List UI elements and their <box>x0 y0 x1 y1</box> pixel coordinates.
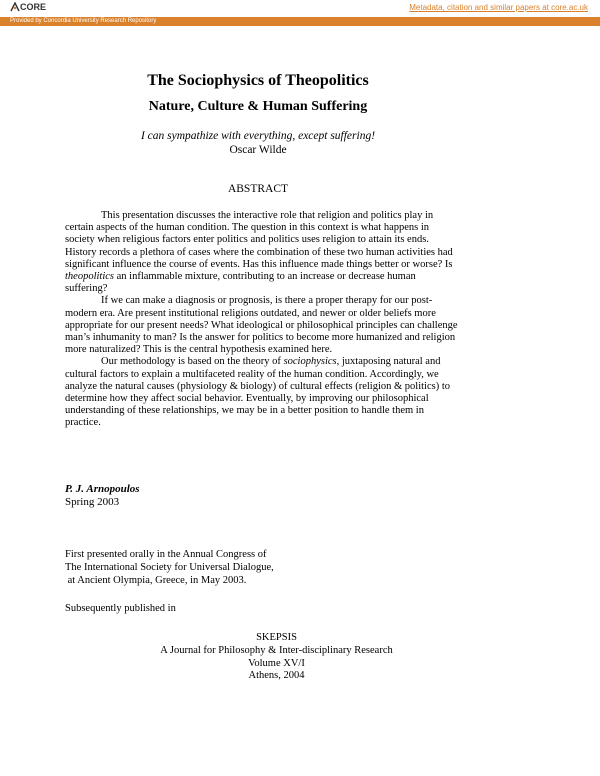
epigraph-quote: I can sympathize with everything, except suffering! <box>140 130 376 142</box>
core-logo-icon <box>10 2 20 12</box>
presentation-line: at Ancient Olympia, Greece, in May 2003. <box>65 574 247 586</box>
abstract-body <box>65 210 460 430</box>
metadata-link[interactable]: Metadata, citation and similar papers at core.ac.uk <box>409 3 588 12</box>
paper-subtitle: Nature, Culture & Human Suffering <box>148 99 368 114</box>
journal-description: A Journal for Philosophy & Inter-disciplinary Research <box>160 644 393 656</box>
abstract-paragraph-2: If we can make a diagnosis or prognosis, is there a proper therapy for our post-modern era. Are present institutional religions outdated, and newer or older beliefs more appropriate for our present needs? What ideological or philosophical principles can challenge man’s inhumanity to man? Is the answer for politics to become more humanized and religion more naturalized? This is the central hypothesis examined here. <box>65 295 458 356</box>
journal-name: SKEPSIS <box>256 632 297 643</box>
emphasis-sociophysics: sociophysics <box>283 356 337 368</box>
presentation-line: First presented orally in the Annual Congress of <box>65 549 267 560</box>
paper-date: Spring 2003 <box>65 496 120 508</box>
published-intro: Subsequently published in <box>65 603 176 614</box>
journal-place-year: Athens, 2004 <box>248 670 305 682</box>
journal-block <box>0 632 553 683</box>
abstract-heading: ABSTRACT <box>227 183 289 195</box>
provided-by-text[interactable]: Provided by Concordia University Research Repository <box>10 18 157 24</box>
epigraph-author: Oscar Wilde <box>229 144 287 156</box>
presentation-note <box>65 549 274 587</box>
core-banner <box>0 0 600 17</box>
core-logo-text: CORE <box>20 2 47 12</box>
paper-title: The Sociophysics of Theopolitics <box>147 72 369 89</box>
core-logo[interactable] <box>10 1 50 17</box>
emphasis-theopolitics: theopolitics <box>65 271 114 283</box>
journal-volume: Volume XV/I <box>248 657 305 669</box>
presentation-line: The International Society for Universal Dialogue, <box>65 561 274 573</box>
abstract-paragraph-1: This presentation discusses the interactive role that religion and politics play in certain aspects of the human condition. The question in this context is what happens in society when religious factors enter politics and politics uses religion to attain its ends. History records a plethora of cases where the combination of these two human activities had significant influence the course of events. Has this influence made things better or worse? Is theopolitics an inflammable mixture, contributing to an increase or decrease human suffering? <box>65 210 453 295</box>
author-name: P. J. Arnopoulos <box>65 483 140 495</box>
abstract-paragraph-3: Our methodology is based on the theory of sociophysics, juxtaposing natural and cultural factors to explain a multifaceted reality of the human condition. Accordingly, we analyze the natural causes (physiology & biology) of cultural effects (religion & politics) to determine how they affect social behavior. Eventually, by improving our philosophical understanding of these relationships, we may be in a better position to handle them in practice. <box>65 356 450 429</box>
provider-bar <box>0 17 600 26</box>
